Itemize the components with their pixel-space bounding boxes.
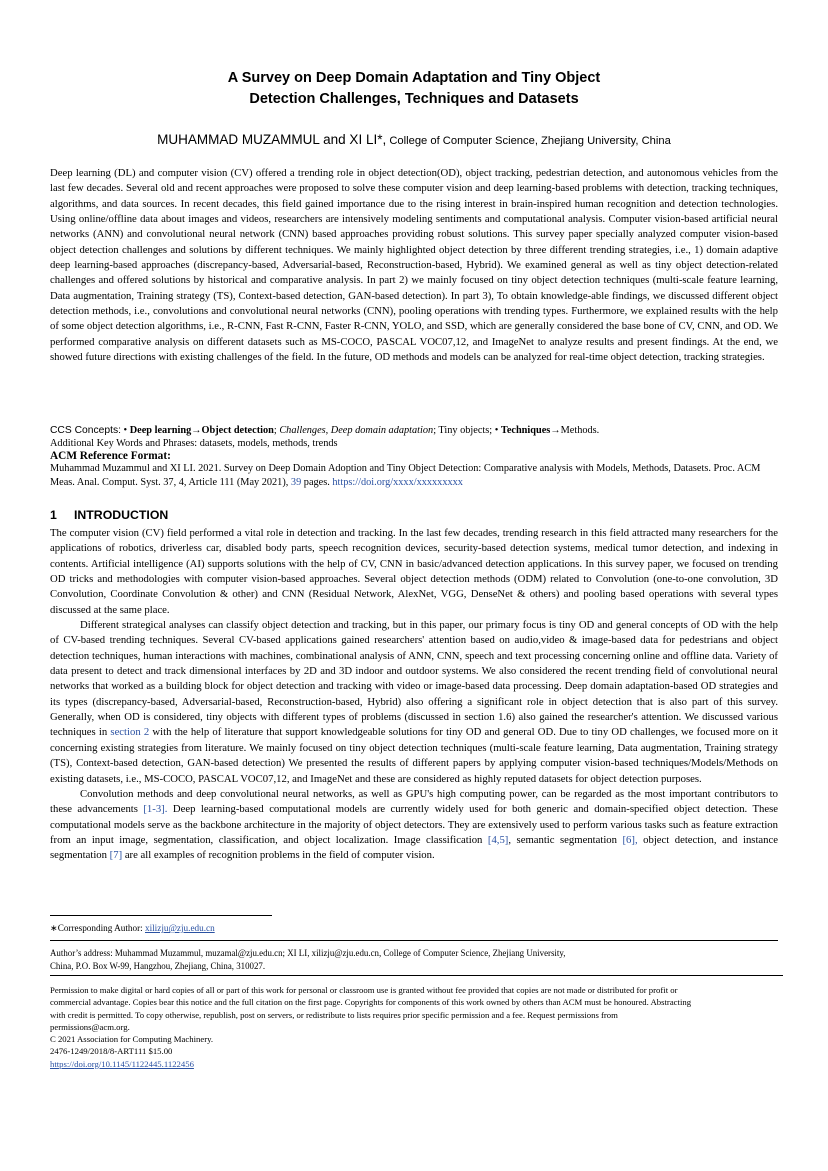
ccs-concept-1-sub: Challenges, Deep domain adaptation xyxy=(279,425,434,436)
section-title: INTRODUCTION xyxy=(74,508,169,522)
paragraph-3-text: Convolution methods and deep convolutional neural networks, as well as GPU's high computing power, can be regarded as the most important contributors to these advancements xyxy=(50,787,778,816)
section-heading xyxy=(50,508,168,522)
address-line: Author’s address: Muhammad Muzammul, muzamal@zju.edu.cn; XI LI, xilizju@zju.edu.cn, College of Computer Science, Zhejiang University, xyxy=(50,948,566,958)
issn-line: 2476-1249/2018/8-ART111 $15.00 xyxy=(50,1046,173,1057)
permission-line: permissions@acm.org. xyxy=(50,1021,130,1032)
doi-link[interactable]: https://doi.org/10.1145/1122445.1122456 xyxy=(50,1058,194,1069)
acm-reference-doi-link[interactable]: https://doi.org/xxxx/xxxxxxxxx xyxy=(332,476,463,488)
acm-reference xyxy=(50,462,778,489)
footnote-divider xyxy=(50,915,272,916)
ccs-bullet: • xyxy=(120,425,130,436)
paragraph-3-text: , semantic segmentation xyxy=(508,833,623,846)
ccs-concept-2: Techniques xyxy=(500,425,551,436)
paper-title xyxy=(50,68,778,110)
citation-link[interactable]: [4,5] xyxy=(487,833,509,846)
paragraph-2-text: Different strategical analyses can classify object detection and tracking, but in this paper, our primary focus is tiny OD and general concepts of OD with the help of CV-based trending techniques. Several CV-based applications gained researchers' attention based on audio,video & image-based data for pedestrians and object detection techniques, human interactions with machines, combinational analysis of ANN, CNN, speech and text processing concerning online and offline data. Variety of data present to detect and track dimensional interfaces by 2D and 3D indoor and outdoor systems. We also considered the recent trending field of convolutional neural networks that worked as a building block for object detection and tracking with video or image-based data processing. Deep domain adaptation-based OD strategies and its types (discrepancy-based, Adversarial-based, Reconstruction-based, Hybrid) also offering a significant role in object detection that is also part of this survey. Generally, when OD is considered, tiny objects with different types of problems (discussed in section 1.6) also gained the researcher's attention. We discussed various techniques in xyxy=(50,619,778,739)
paragraph-2-text: with the help of literature that support knowledgeable solutions for tiny OD and general OD. Due to tiny OD challenges, we focused more on it concerning existing strategies from literature. We mainly focused on tiny object detection techniques (multi-scale feature learning, Data augmentation, Training strategy (TS), Context-based detection, GAN-based detection) We presented the results of different papers by applying computer vision-based techniques/Models/Methods on existing datasets, i.e., MS-COCO, PASCAL VOC07,12, and ImageNet and these are considered as highly reputed datasets for object detection purposes. xyxy=(50,726,778,785)
paragraph-3-text: object detection, and instance segmentation xyxy=(50,833,779,862)
paragraph-3 xyxy=(50,787,778,864)
acm-reference-text: Muhammad Muzammul and XI LI. 2021. Survey on Deep Domain Adoption and Tiny Object Detection: Comparative analysis with Models, Methods, Datasets. Proc. ACM Meas. Anal. Comput. Syst. 37, 4, Article 111 (May 2021), xyxy=(50,463,761,488)
paragraph-1: The computer vision (CV) field performed a vital role in detection and tracking. In the last few decades, trending research in this field attracted many researchers for the applications of robotics, driverless car, disabled body parts, speech recognition devices, security-based detection systems, medical tumor detection, and indexing in contents. Artificial intelligence (AI) supports solutions with the help of CV, CNN in basic/advanced detection applications. In this survey paper, we focused on trending OD tricks and methodologies with computer vision-based approaches. Several object detection methods (ODM) related to Convolution (one-to-one convolution, 3D Convolution, Coordinate Convolution & other) and CNN (Residual Network, AlexNet, VGG, DenseNet & others) and pooling based operations with several types discussed at the same place. xyxy=(50,527,778,616)
permission-line: Permission to make digital or hard copies of all or part of this work for personal or classroom use is granted without fee provided that copies are not made or distributed for profit or xyxy=(50,985,678,995)
paragraph-2 xyxy=(50,618,778,787)
ccs-concept-2-rest: →Methods. xyxy=(550,425,600,436)
ccs-concepts xyxy=(50,424,778,437)
ccs-label: CCS Concepts: xyxy=(50,425,121,436)
keywords: Additional Key Words and Phrases: datasets, models, methods, trends xyxy=(50,438,338,449)
paragraph-3-text: Deep learning-based computational models are currently widely used for both generic and domain-specified object detection. These computational models serve as the backbone architecture in the majority of object detectors. They are extensively used to perform various tasks such as feature extraction from an input image, segmentation, classification, and object localization. Image classification xyxy=(50,803,778,846)
citation-link[interactable]: [6], xyxy=(622,833,638,846)
corresponding-author-footnote xyxy=(50,922,215,934)
title-line-1: A Survey on Deep Domain Adaptation and Tiny Object xyxy=(227,70,601,86)
author-affiliation: College of Computer Science, Zhejiang University, China xyxy=(386,135,671,147)
title-line-2: Detection Challenges, Techniques and Datasets xyxy=(249,91,579,107)
abstract: Deep learning (DL) and computer vision (CV) offered a trending role in object detection(OD), object tracking, pedestrian detection, and autonomous vehicles from the last few decades. Several old and recent approaches were proposed to solve these computer vision and deep learning-based problems with detection, tracking techniques, algorithms, and data sources. In recent decades, this field gained importance due to the rising interest in brain-inspired human recognition and detection technologies. Using online/offline data about images and videos, researchers are intensively modeling sentiments and computational analysis. Computer vision-based artificial neural networks (ANN) and convolutional neural network (CNN) based approaches providing robust solutions. This survey paper specially analyzed computer vision-based object detection challenges and solutions by different techniques. We mainly highlighted object detection by three different trending strategies, i.e., 1) domain adaptive deep learning-based approaches (discrepancy-based, Adversarial-based, Reconstruction-based, Hybrid). We examined general as well as tiny object detection-related challenges and offered solutions by historical and comparative analysis. In part 2) we mainly focused on tiny object detection techniques (multi-scale feature learning, Data augmentation, Training strategy (TS), Context-based detection, GAN-based detection). In part 3), To obtain knowledge-able findings, we discussed different object detection methods, i.e., convolutions and convolutional neural networks (CNN), pooling operations with trending types. Furthermore, we explained results with the help of some object detection algorithms, i.e., R-CNN, Fast R-CNN, Faster R-CNN, YOLO, and SSD, which are generally considered the base bone of CV, CNN, and OD. We performed comparative analysis on different datasets such as MS-COCO, PASCAL VOC07,12, and ImageNet to analyze results and present findings. At the end, we showed future directions with existing challenges of the field. In the future, OD methods and models can be analyzed for real-time object detection, tracking strategies. xyxy=(50,167,778,364)
permission-line: with credit is permitted. To copy otherwise, republish, post on servers, or redistribute to lists requires prior specific permission and a fee. Request permissions from xyxy=(50,1009,618,1020)
citation-link[interactable]: [7] xyxy=(109,849,123,862)
author-address xyxy=(50,947,778,973)
corresponding-email-link[interactable]: xilizju@zju.edu.cn xyxy=(144,923,215,933)
permission-divider xyxy=(50,975,783,976)
address-line: China, P.O. Box W-99, Hangzhou, Zhejiang, China, 310027. xyxy=(50,961,266,971)
ccs-concept-1: Deep learning→Object detection xyxy=(129,425,274,436)
acm-reference-heading: ACM Reference Format: xyxy=(50,450,171,462)
permission-line: commercial advantage. Copies bear this notice and the full citation on the first page. Copyrights for components of this work owned by others than ACM must be honoured. Abstracting xyxy=(50,997,692,1008)
author-names: MUHAMMAD MUZAMMUL and XI LI*, xyxy=(157,132,387,147)
citation-link[interactable]: [1-3]. xyxy=(143,803,168,816)
ccs-concept-1-rest: ; Tiny objects; xyxy=(433,425,495,436)
ccs-bullet: • xyxy=(494,425,501,436)
address-divider xyxy=(50,940,778,941)
introduction-body xyxy=(50,526,778,864)
acm-reference-pages-label: pages. xyxy=(301,476,333,488)
footnote-label: ∗Corresponding Author: xyxy=(50,923,145,933)
acm-reference-pages-link[interactable]: 39 xyxy=(290,476,302,488)
ccs-separator: ; xyxy=(273,425,280,436)
author-line xyxy=(50,132,778,147)
section-2-link[interactable]: section 2 xyxy=(110,726,150,739)
copyright-line: C 2021 Association for Computing Machinery. xyxy=(50,1034,214,1045)
permission-notice xyxy=(50,984,778,1070)
paragraph-3-text: are all examples of recognition problems in the field of computer vision. xyxy=(122,849,435,862)
section-number: 1 xyxy=(50,508,57,522)
